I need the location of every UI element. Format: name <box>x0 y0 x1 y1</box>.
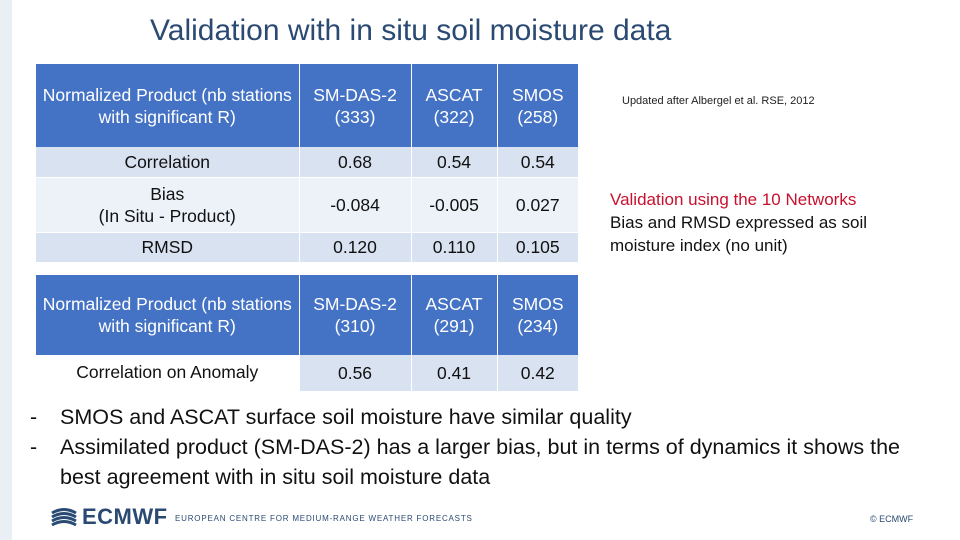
anomaly-table <box>36 275 578 391</box>
station-count: (310) <box>334 316 376 336</box>
row-label: Correlation <box>36 147 299 177</box>
row-label <box>36 177 299 232</box>
table-cell: 0.54 <box>497 147 578 177</box>
table-row <box>36 232 578 262</box>
organisation-name: EUROPEAN CENTRE FOR MEDIUM-RANGE WEATHER FORECASTS <box>175 514 473 523</box>
table-cell: 0.027 <box>497 177 578 232</box>
header-product-cell <box>299 275 411 355</box>
header-product-cell <box>411 275 497 355</box>
header-product-cell <box>411 64 497 147</box>
product-name: SM-DAS-2 <box>313 84 397 105</box>
product-name: SMOS <box>511 84 564 105</box>
logo-text: ECMWF <box>82 504 168 529</box>
product-name: ASCAT <box>425 294 483 314</box>
table-cell: 0.110 <box>411 232 497 262</box>
bullet-dash: - <box>30 435 38 459</box>
table-cell: 0.120 <box>299 232 411 262</box>
validation-table <box>36 64 578 262</box>
table-row <box>36 147 578 177</box>
station-count: (234) <box>517 316 559 336</box>
source-note: Updated after Albergel et al. RSE, 2012 <box>622 95 815 107</box>
row-label-line: Bias <box>150 183 185 204</box>
table-cell: 0.105 <box>497 232 578 262</box>
left-accent-bar <box>0 0 12 540</box>
station-count: (322) <box>433 106 475 127</box>
table-row <box>36 177 578 232</box>
page-title: Validation with in situ soil moisture data <box>150 14 672 47</box>
validation-note <box>610 188 867 257</box>
table-cell: 0.42 <box>497 355 578 391</box>
station-count: (258) <box>517 106 559 127</box>
table-row <box>36 355 578 391</box>
copyright-notice: © ECMWF <box>870 514 914 524</box>
list-item <box>30 402 930 432</box>
header-label-cell: Normalized Product (nb stations with significant R) <box>36 64 299 147</box>
header-product-cell <box>497 275 578 355</box>
product-name: SM-DAS-2 <box>313 294 397 314</box>
table-header-row <box>36 64 578 147</box>
product-name: SMOS <box>511 294 564 314</box>
ecmwf-globe-icon <box>50 507 78 527</box>
header-product-cell <box>299 64 411 147</box>
table-cell: 0.41 <box>411 355 497 391</box>
table-cell: -0.005 <box>411 177 497 232</box>
table-cell: 0.54 <box>411 147 497 177</box>
row-label-line: (In Situ - Product) <box>98 205 236 226</box>
bullet-text: SMOS and ASCAT surface soil moisture have similar quality <box>60 405 632 429</box>
header-product-cell <box>497 64 578 147</box>
table-cell: -0.084 <box>299 177 411 232</box>
table-header-row <box>36 275 578 355</box>
bullet-text: Assimilated product (SM-DAS-2) has a larger bias, but in terms of dynamics it shows the best agreement with in situ soil moisture data <box>60 435 901 489</box>
header-label-cell: Normalized Product (nb stations with significant R) <box>36 275 299 355</box>
table-cell: 0.68 <box>299 147 411 177</box>
product-name: ASCAT <box>425 84 483 105</box>
validation-note-line: Bias and RMSD expressed as soil <box>610 213 868 232</box>
row-label: Correlation on Anomaly <box>36 355 299 391</box>
bullet-dash: - <box>30 405 38 429</box>
list-item <box>30 432 930 492</box>
table-cell: 0.56 <box>299 355 411 391</box>
validation-note-line: moisture index (no unit) <box>610 236 788 255</box>
station-count: (333) <box>334 106 376 127</box>
conclusion-list <box>30 402 930 492</box>
ecmwf-logo <box>50 506 168 528</box>
station-count: (291) <box>433 316 475 336</box>
row-label: RMSD <box>36 232 299 262</box>
validation-note-title: Validation using the 10 Networks <box>610 190 857 209</box>
